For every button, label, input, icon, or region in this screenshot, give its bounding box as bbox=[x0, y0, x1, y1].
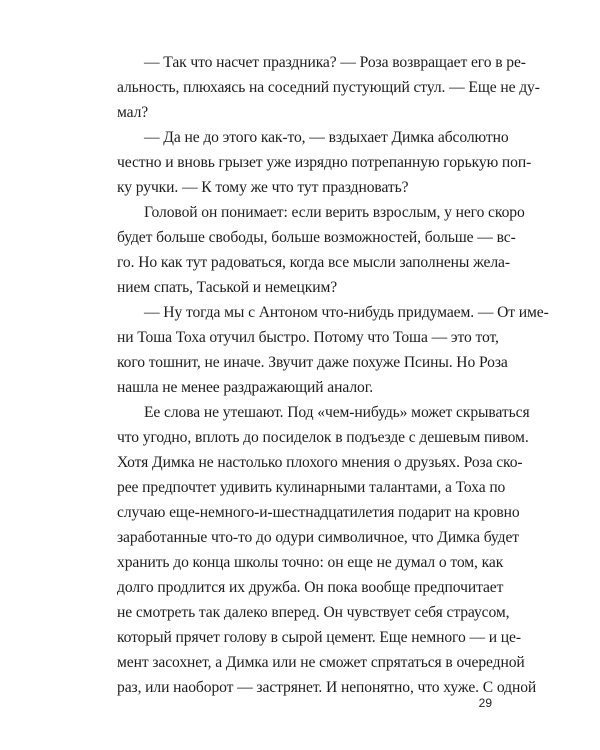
text-line: ни Тоша Тоха отучил быстро. Потому что Тоша — это тот, bbox=[117, 329, 499, 346]
text-line: ку ручки. — К тому же что тут праздновать? bbox=[117, 179, 409, 196]
text-line: раз, или наоборот — застрянет. И непонятно, что хуже. С одной bbox=[117, 679, 537, 696]
text-line: честно и вновь грызет уже изрядно потрепанную горькую поп- bbox=[117, 154, 532, 171]
text-line: Хотя Димка не настолько плохого мнения о друзьях. Роза ско- bbox=[117, 454, 523, 471]
text-line: нашла не менее раздражающий аналог. bbox=[117, 379, 374, 396]
text-line: случаю еще-немного-и-шестнадцатилетия подарит на кровно bbox=[117, 504, 520, 521]
text-line: — Да не до этого как-то, — вздыхает Димка абсолютно bbox=[144, 129, 509, 146]
body-text bbox=[117, 50, 549, 700]
text-line: что угодно, вплоть до посиделок в подъезде с дешевым пивом. bbox=[117, 429, 529, 446]
text-line: нием спать, Таськой и немецким? bbox=[117, 279, 338, 296]
text-line: кого тошнит, не иначе. Звучит даже похуже Псины. Но Роза bbox=[117, 354, 508, 371]
text-line: будет больше свободы, больше возможностей, больше — вс- bbox=[117, 229, 516, 246]
text-line: — Так что насчет праздника? — Роза возвращает его в ре- bbox=[144, 54, 526, 71]
text-line: рее предпочтет удивить кулинарными талантами, а Тоха по bbox=[117, 479, 506, 496]
text-line: который прячет голову в сырой цемент. Еще немного — и це- bbox=[117, 629, 521, 646]
text-line: мент засохнет, а Димка или не сможет спрятаться в очередной bbox=[117, 654, 525, 671]
text-line: альность, плюхаясь на соседний пустующий стул. — Еще не ду- bbox=[117, 79, 540, 96]
text-line: не смотреть так далеко вперед. Он чувствует себя страусом, bbox=[117, 604, 510, 621]
text-line: го. Но как тут радоваться, когда все мысли заполнены жела- bbox=[117, 254, 510, 271]
page-number: 29 bbox=[478, 696, 492, 710]
text-line: мал? bbox=[117, 104, 149, 121]
text-line: заработанные что-то до одури символичное, что Димка будет bbox=[117, 529, 520, 546]
text-line: Ее слова не утешают. Под «чем-нибудь» может скрываться bbox=[144, 404, 530, 421]
text-line: хранить до конца школы точно: он еще не думал о том, как bbox=[117, 554, 504, 571]
text-line: — Ну тогда мы с Антоном что-нибудь придумаем. — От име- bbox=[144, 304, 549, 321]
text-line: долго продлится их дружба. Он пока вообще предпочитает bbox=[117, 579, 504, 596]
text-line: Головой он понимает: если верить взрослым, у него скоро bbox=[144, 204, 525, 221]
